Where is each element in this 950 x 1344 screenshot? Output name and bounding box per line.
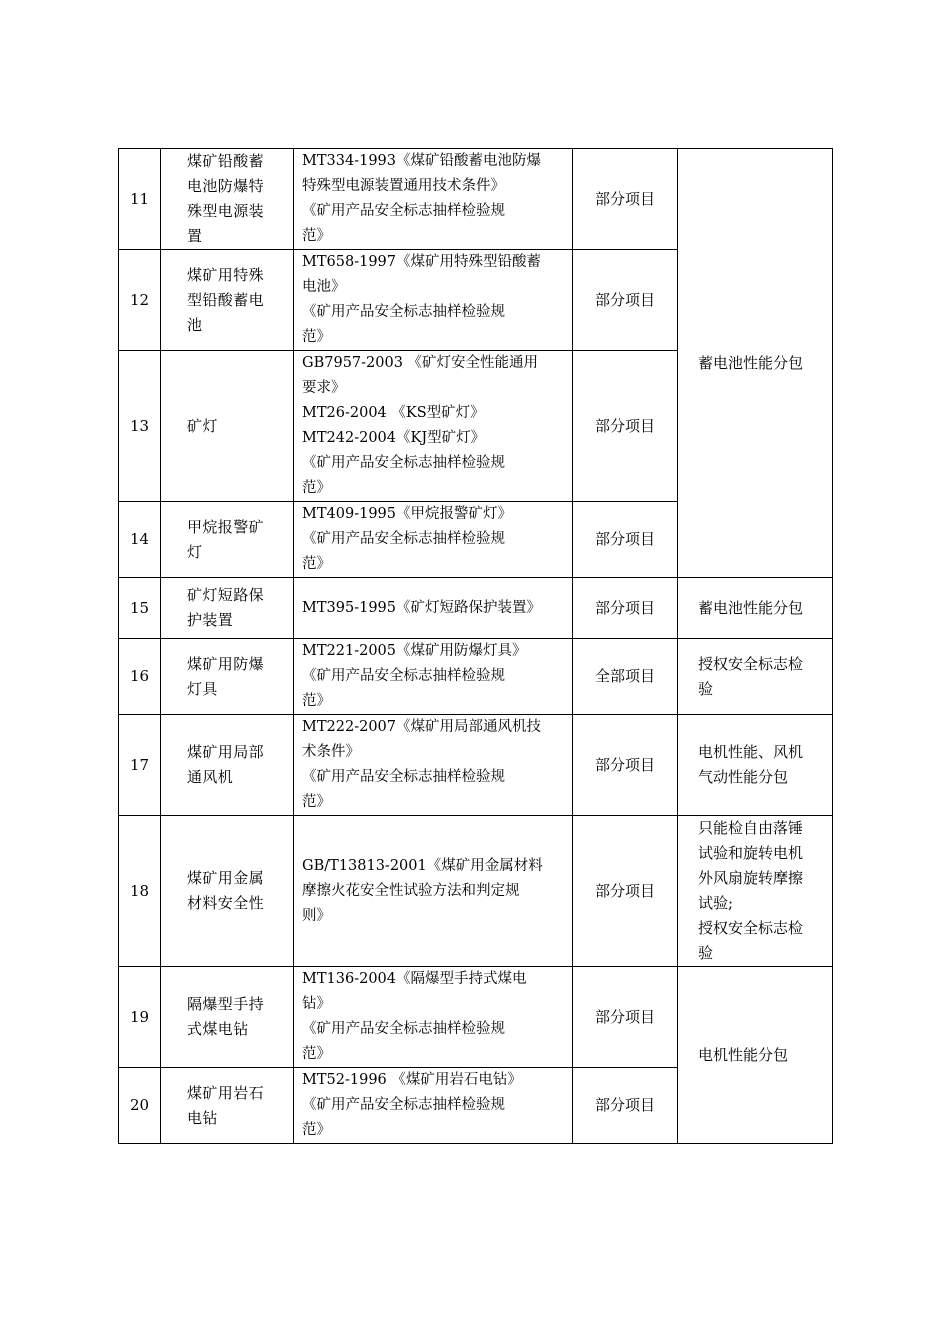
standards-cell: MT52-1996 《煤矿用岩石电钻》 《矿用产品安全标志抽样检验规 范》 — [294, 1068, 573, 1144]
item-number: 18 — [119, 816, 161, 967]
note-cell: 电机性能、风机 气动性能分包 — [678, 715, 833, 816]
product-name: 煤矿铅酸蓄 电池防爆特 殊型电源装 置 — [161, 149, 294, 250]
note-cell: 授权安全标志检 验 — [678, 639, 833, 715]
scope-cell: 全部项目 — [573, 639, 678, 715]
standards-cell: MT409-1995《甲烷报警矿灯》 《矿用产品安全标志抽样检验规 范》 — [294, 502, 573, 578]
table-row — [119, 578, 833, 639]
product-name: 矿灯短路保 护装置 — [161, 578, 294, 639]
standards-cell: MT395-1995《矿灯短路保护装置》 — [294, 578, 573, 639]
standards-cell: MT658-1997《煤矿用特殊型铅酸蓄 电池》 《矿用产品安全标志抽样检验规 范》 — [294, 250, 573, 351]
item-number: 17 — [119, 715, 161, 816]
scope-cell: 部分项目 — [573, 967, 678, 1068]
table-row — [119, 967, 833, 1068]
standards-cell: GB7957-2003 《矿灯安全性能通用 要求》 MT26-2004 《KS型矿灯》 MT242-2004《KJ型矿灯》 《矿用产品安全标志抽样检验规 范》 — [294, 351, 573, 502]
standards-cell: MT136-2004《隔爆型手持式煤电 钻》 《矿用产品安全标志抽样检验规 范》 — [294, 967, 573, 1068]
item-number: 19 — [119, 967, 161, 1068]
scope-cell: 部分项目 — [573, 502, 678, 578]
note-cell: 电机性能分包 — [678, 967, 833, 1144]
note-cell: 只能检自由落锤 试验和旋转电机 外风扇旋转摩擦 试验; 授权安全标志检 验 — [678, 816, 833, 967]
standards-cell: MT334-1993《煤矿铅酸蓄电池防爆 特殊型电源装置通用技术条件》 《矿用产品安全标志抽样检验规 范》 — [294, 149, 573, 250]
scope-cell: 部分项目 — [573, 351, 678, 502]
table-row — [119, 816, 833, 967]
standards-cell: MT222-2007《煤矿用局部通风机技 术条件》 《矿用产品安全标志抽样检验规 范》 — [294, 715, 573, 816]
product-name: 煤矿用特殊 型铅酸蓄电 池 — [161, 250, 294, 351]
inspection-items-table — [118, 148, 833, 1144]
scope-cell: 部分项目 — [573, 816, 678, 967]
item-number: 13 — [119, 351, 161, 502]
scope-cell: 部分项目 — [573, 715, 678, 816]
product-name: 隔爆型手持 式煤电钻 — [161, 967, 294, 1068]
item-number: 14 — [119, 502, 161, 578]
note-cell: 蓄电池性能分包 — [678, 578, 833, 639]
product-name: 甲烷报警矿 灯 — [161, 502, 294, 578]
scope-cell: 部分项目 — [573, 578, 678, 639]
note-cell: 蓄电池性能分包 — [678, 149, 833, 578]
product-name: 矿灯 — [161, 351, 294, 502]
standards-cell: MT221-2005《煤矿用防爆灯具》 《矿用产品安全标志抽样检验规 范》 — [294, 639, 573, 715]
item-number: 12 — [119, 250, 161, 351]
scope-cell: 部分项目 — [573, 149, 678, 250]
item-number: 16 — [119, 639, 161, 715]
table-row — [119, 639, 833, 715]
item-number: 15 — [119, 578, 161, 639]
item-number: 20 — [119, 1068, 161, 1144]
product-name: 煤矿用金属 材料安全性 — [161, 816, 294, 967]
product-name: 煤矿用防爆 灯具 — [161, 639, 294, 715]
table-row — [119, 715, 833, 816]
standards-cell: GB/T13813-2001《煤矿用金属材料 摩擦火花安全性试验方法和判定规 则》 — [294, 816, 573, 967]
item-number: 11 — [119, 149, 161, 250]
scope-cell: 部分项目 — [573, 1068, 678, 1144]
product-name: 煤矿用局部 通风机 — [161, 715, 294, 816]
table-row — [119, 149, 833, 250]
product-name: 煤矿用岩石 电钻 — [161, 1068, 294, 1144]
scope-cell: 部分项目 — [573, 250, 678, 351]
